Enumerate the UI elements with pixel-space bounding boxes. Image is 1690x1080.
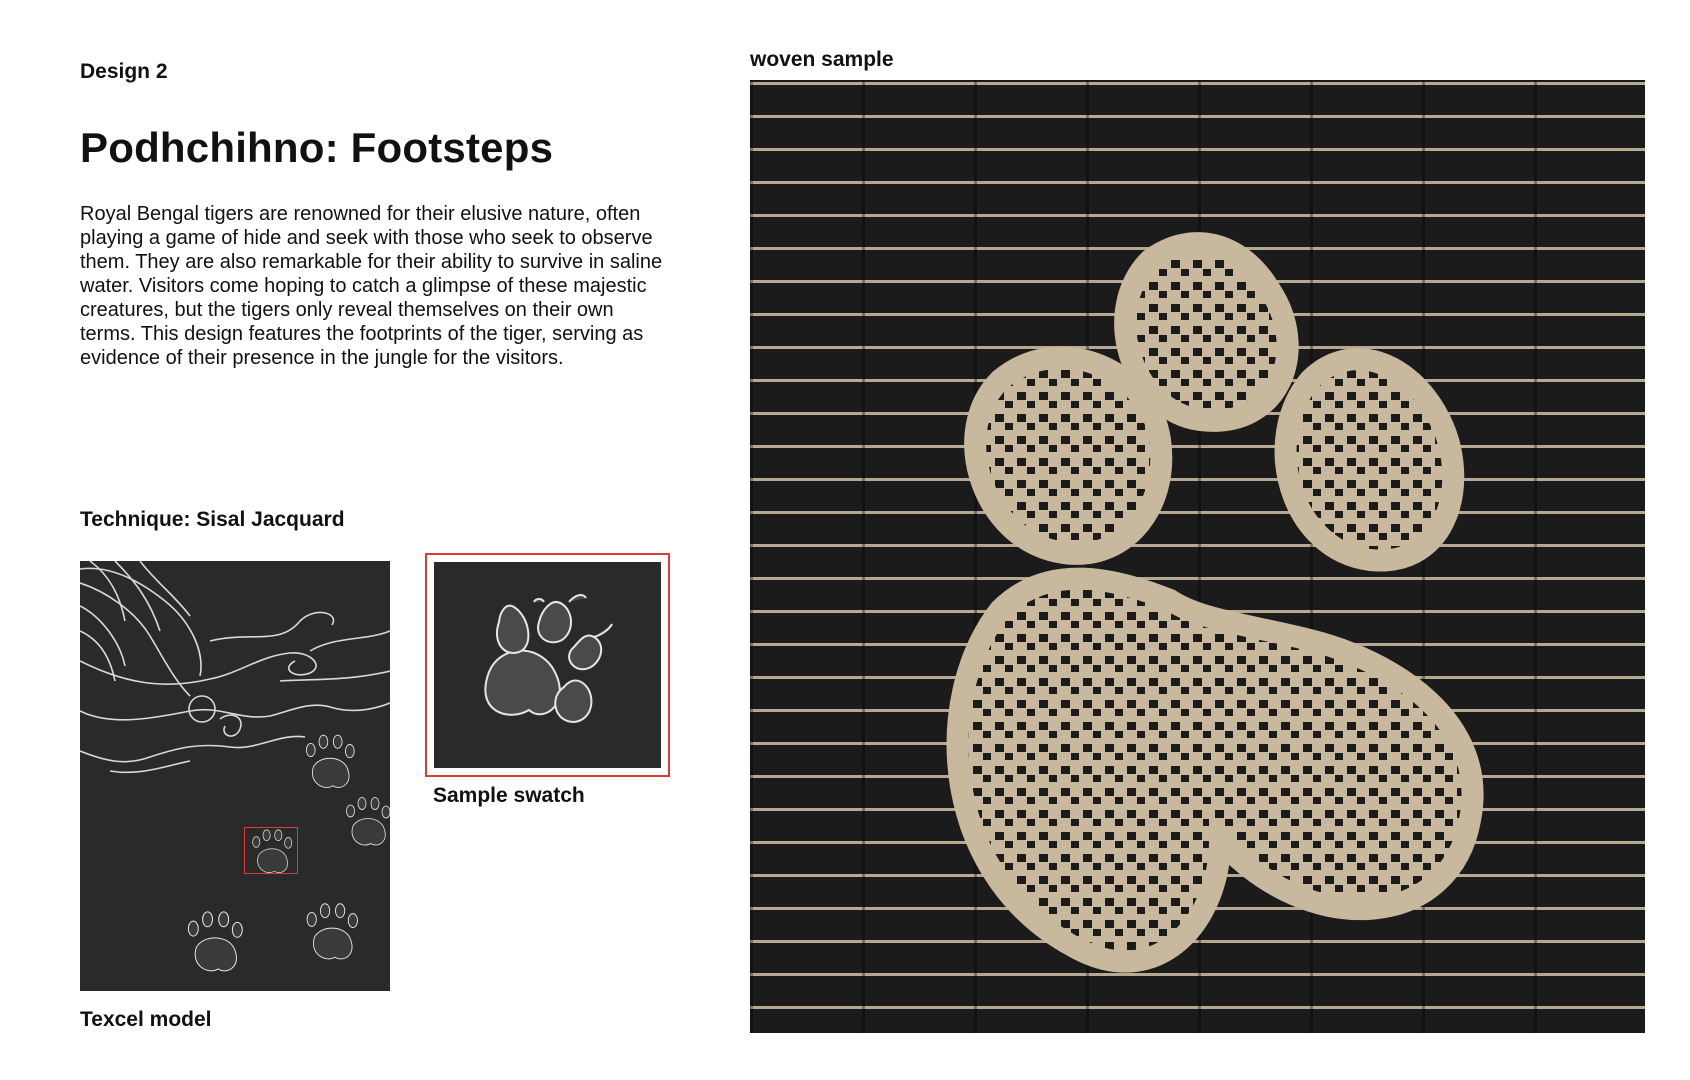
woven-sample-photo [750, 80, 1645, 1033]
sample-swatch-image [434, 562, 661, 768]
woven-sample-caption: woven sample [750, 48, 894, 71]
texcel-model-caption: Texcel model [80, 1008, 212, 1031]
paw-print-icon [434, 562, 661, 768]
page-title: Podhchihno: Footsteps [80, 124, 554, 171]
sample-swatch-frame [425, 553, 670, 777]
design-number: Design 2 [80, 60, 168, 83]
swatch-highlight-box [244, 827, 298, 874]
texcel-model-image [80, 561, 390, 991]
sample-swatch-caption: Sample swatch [433, 784, 585, 807]
woven-paw-motif [750, 80, 1645, 1033]
design-description: Royal Bengal tigers are renowned for their elusive nature, often playing a game of hide and seek with those who seek to observe them. They are also remarkable for their ability to survive in saline water. Visitors come hoping to catch a glimpse of these majestic creatures, but the tigers only reveal themselves on their own terms. This design features the footprints of the tiger, serving as evidence of their presence in the jungle for the visitors. [80, 203, 663, 369]
technique-label: Technique: Sisal Jacquard [80, 508, 345, 531]
texcel-illustration [80, 561, 390, 991]
